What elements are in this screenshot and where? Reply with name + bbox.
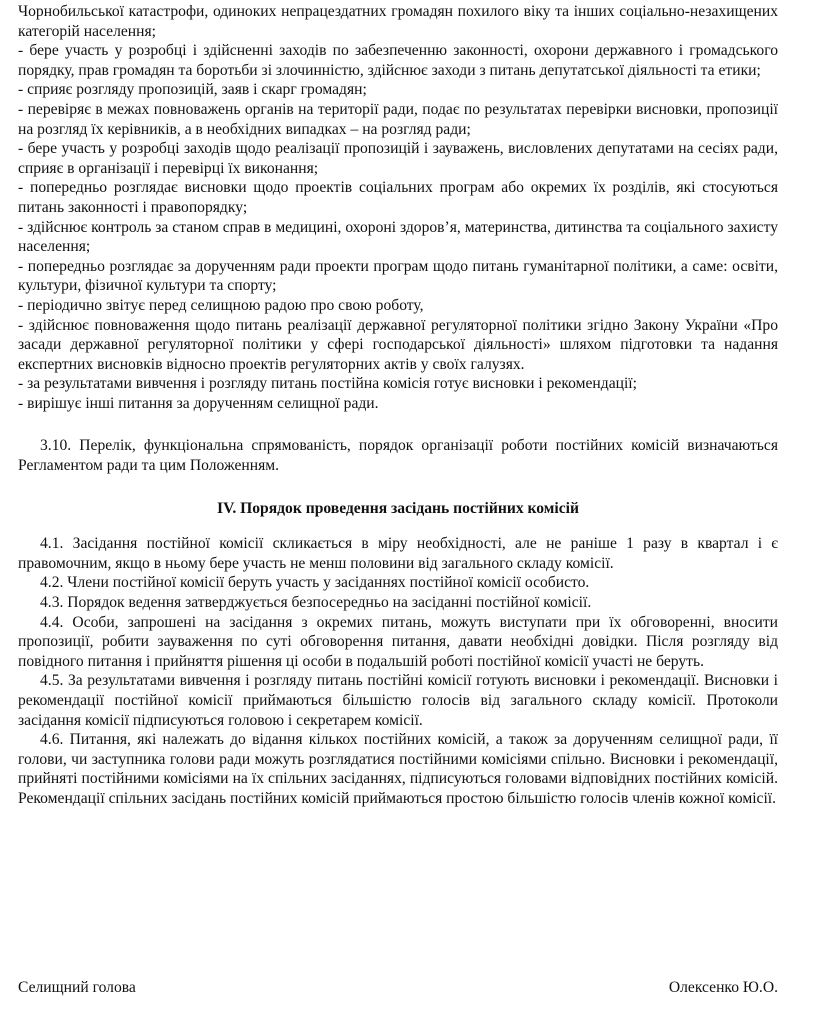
duty-item: - попередньо розглядає за дорученням ради проекти програм щодо питань гуманітарної політики, а саме: освіти, культури, фізичної культури та спорту;	[18, 257, 778, 295]
signature-block	[18, 978, 778, 998]
duty-item: - за результатами вивчення і розгляду питань постійна комісія готує висновки і рекомендації;	[18, 375, 637, 393]
signature-name: Олексенко Ю.О.	[668, 979, 778, 996]
clause-4-2: 4.2. Члени постійної комісії беруть участь у засіданнях постійної комісії особисто.	[40, 574, 590, 592]
duty-item: - бере участь у розробці і здійсненні заходів по забезпеченню законності, охорони державного і громадського порядку, прав громадян та боротьби зі злочинністю, здійснює заходи з питань депутатської діяльності та етики;	[18, 42, 778, 79]
duty-item: - перевіряє в межах повноважень органів на території ради, подає по результатах перевірки висновки, пропозиції на розгляд їх керівників, а в необхідних випадках – на розгляд ради;	[18, 100, 778, 138]
duty-item: - періодично звітує перед селищною радою про свою роботу,	[18, 296, 424, 314]
clause-4-6: 4.6. Питання, які належать до відання кількох постійних комісій, а також за дорученням селищної ради, її голови, чи заступника голови ради можуть розглядатися постійними комісіями спільно. Висновки і рекомендації, прийняті постійними комісіями на їх спільних засіданнях, підписуються головами відповідних постійних комісій. Рекомендації спільних засідань постійних комісій приймаються простою більшістю голосів членів кожної комісії.	[18, 731, 778, 807]
duty-item: Чорнобильської катастрофи, одиноких непрацездатних громадян похилого віку та інших соціально-незахищених категорій населення;	[18, 3, 778, 40]
section-iv-clauses	[18, 534, 778, 808]
duty-item: - здійснює контроль за станом справ в медицині, охороні здоров’я, материнства, дитинства та соціального захисту населення;	[18, 218, 778, 256]
clause-4-4: 4.4. Особи, запрошені на засідання з окремих питань, можуть виступати при їх обговоренні, вносити пропозиції, робити зауваження по суті обговорення питання, давати необхідні довідки. Після розгляду від повідного питання і прийняття рішення ці особи в подальшій роботі постійної комісії участі не беруть.	[18, 613, 778, 670]
duty-item: - здійснює повноваження щодо питань реалізації державної регуляторної політики згідно Закону України «Про засади державної регуляторної політики у сфері господарської діяльності» шляхом підготовки та надання експертних висновків відносно проектів регуляторних актів у своїх галузях.	[18, 316, 778, 373]
duty-item: - сприяє розгляду пропозицій, заяв і скарг громадян;	[18, 81, 367, 99]
clause-4-3: 4.3. Порядок ведення затверджується безпосередньо на засіданні постійної комісії.	[40, 594, 592, 612]
duties-list	[18, 2, 778, 413]
section-heading: IV. Порядок проведення засідань постійних комісій	[217, 499, 579, 517]
duty-item: - бере участь у розробці заходів щодо реалізації пропозицій і зауважень, висловлених депутатами на сесіях ради, сприяє в організації і перевірці їх виконання;	[18, 140, 778, 177]
clause-4-1: 4.1. Засідання постійної комісії скликається в міру необхідності, але не раніше 1 разу в квартал і є правомочним, якщо в ньому бере участь не менш половини від загального складу комісії.	[18, 535, 778, 572]
clause-3-10: 3.10. Перелік, функціональна спрямованість, порядок організації роботи постійних комісій визначаються Регламентом ради та цим Положенням.	[18, 437, 778, 475]
duty-item: - попередньо розглядає висновки щодо проектів соціальних програм або окремих їх розділів, які стосуються питань законності і правопорядку;	[18, 179, 778, 216]
duty-item: - вирішує інші питання за дорученням селищної ради.	[18, 394, 379, 412]
clause-4-5: 4.5. За результатами вивчення і розгляду питань постійні комісії готують висновки і рекомендації. Висновки і рекомендації постійної комісії приймаються більшістю голосів від загального складу комісії. Протоколи засідання комісії підписуються головою і секретарем комісії.	[18, 672, 778, 729]
signature-title: Селищний голова	[18, 979, 136, 996]
